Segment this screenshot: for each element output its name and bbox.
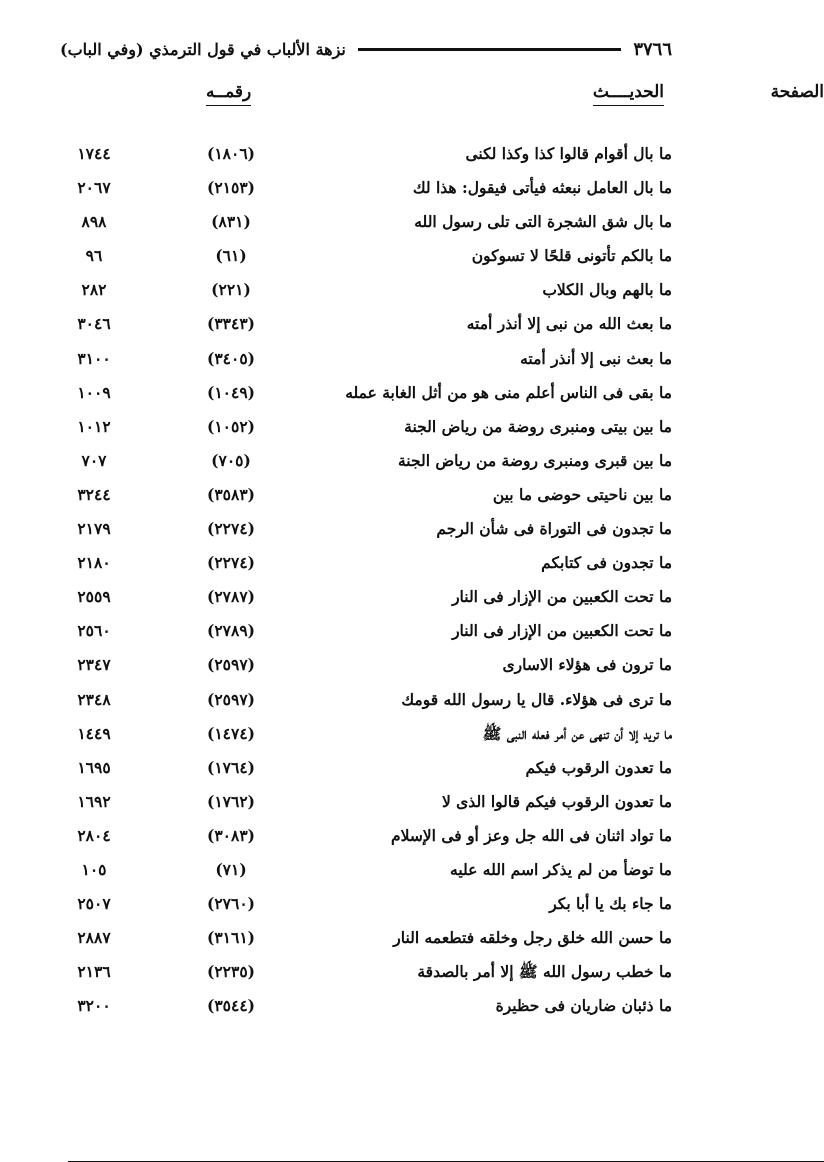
hadith-text: ما تريد إلا أن تنهى عن أمر فعله النبى ﷺ [482,723,672,743]
page-reference: ١٦٩٢ [77,791,111,811]
index-row [60,276,672,310]
hadith-text: ما بال العامل نبعثه فيأتى فيقول: هذا لك [412,178,672,198]
hadith-number: (٧١) [215,859,247,879]
index-row [60,856,672,890]
hadith-text: ما تواد اثنان فى الله جل وعز أو فى الإسلام [390,825,672,845]
index-row [60,447,672,481]
index-row [60,720,672,754]
index-row [60,345,672,379]
hadith-text: ما بين بيتى ومنبرى روضة من رياض الجنة [404,416,672,436]
index-row [60,583,672,617]
hadith-text: ما بال أقوام قالوا كذا وكذا لكنى [465,144,672,163]
hadith-number: (١٠٤٩) [207,382,255,402]
hadith-text: ما ذئبان ضاريان فى حظيرة [495,996,672,1016]
page-reference: ٢٨٨٧ [77,928,111,948]
page-reference: ٢٥٥٩ [77,587,111,607]
page-number: ٣٧٦٦ [633,38,672,60]
hadith-text: ما تعدون الرقوب فيكم قالوا الذى لا [441,791,672,811]
index-row [60,208,672,242]
page-reference: ٧٠٧ [81,450,107,470]
hadith-number: (٧٠٥) [211,450,251,470]
page-reference: ٣٢٤٤ [77,484,111,504]
page-reference: ٢١٨٠ [77,553,111,573]
page-reference: ٨٩٨ [81,212,107,232]
hadith-text: ما تحت الكعبين من الإزار فى النار [452,587,672,607]
page-reference: ٢٥٠٧ [77,894,111,914]
hadith-text: ما بعث نبى إلا أنذر أمته [520,348,672,368]
page-reference: ١٧٤٤ [77,144,111,163]
index-row [60,992,672,1026]
index-row [60,481,672,515]
index-row [60,379,672,413]
hadith-text: ما بال شق الشجرة التى تلى رسول الله [414,212,672,232]
hadith-number: (٢٢٣٥) [207,962,255,982]
hadith-number: (٣١٦١) [207,928,255,948]
hadith-number: (٢٢٧٤) [207,553,255,573]
hadith-number: (٢٥٩٧) [207,655,255,675]
page-reference: ٢٣٤٨ [77,689,111,709]
hadith-number: (٢٢١) [211,280,251,300]
index-row [60,924,672,958]
hadith-text: ما بين ناحيتى حوضى ما بين [492,484,672,504]
hadith-text: ما بعث الله من نبى إلا أنذر أمته [466,314,672,334]
page-reference: ١٠٠٩ [77,382,111,402]
hadith-number: (٦١) [215,246,247,266]
hadith-text: ما بالهم وبال الكلاب [542,280,672,300]
page-reference: ٢٨٢ [81,280,107,300]
index-row [60,515,672,549]
hadith-text: ما بقى فى الناس أعلم منى هو من أثل الغابة عمله [345,382,672,402]
book-title: نزهة الألباب في قول الترمذي (وفي الباب) [60,39,346,59]
page-reference: ٢٣٤٧ [77,655,111,675]
hadith-number: (٣٥٤٤) [207,996,255,1016]
index-list [60,140,672,1026]
hadith-text: ما بين قبرى ومنبرى روضة من رياض الجنة [397,450,672,470]
index-row [60,651,672,685]
hadith-number: (٣٤٠٥) [207,348,255,368]
hadith-number: (٢٢٧٤) [207,519,255,539]
index-row [60,242,672,276]
column-headers [60,82,824,110]
hadith-number: (٢١٥٣) [207,178,255,198]
hadith-number: (١٧٦٢) [207,791,255,811]
column-header-hadith: الحديــــث [593,82,664,106]
hadith-number: (١٤٧٤) [207,723,255,743]
page-reference: ١٠٥ [81,859,107,879]
column-header-number: رقمــه [206,82,251,106]
hadith-number: (٢٥٩٧) [207,689,255,709]
hadith-text: ما تعدون الرقوب فيكم [525,757,672,777]
hadith-number: (٣٥٨٣) [207,484,255,504]
hadith-number: (١٧٦٤) [207,757,255,777]
header-rule [358,48,621,51]
hadith-number: (٢٧٨٩) [207,621,255,641]
index-row [60,822,672,856]
hadith-number: (٣٣٤٣) [207,314,255,334]
page-reference: ٢١٧٩ [77,519,111,539]
index-row [60,549,672,583]
hadith-text: ما توضأ من لم يذكر اسم الله عليه [450,859,672,879]
hadith-text: ما بالكم تأتونى قلحًا لا تسوكون [471,246,672,266]
page-reference: ١٤٤٩ [77,723,111,743]
hadith-text: ما جاء بك يا أبا بكر [549,894,672,914]
page-reference: ١٠١٢ [77,416,111,436]
column-header-page: الصفحة [68,82,824,1162]
index-row [60,958,672,992]
hadith-number: (٨٣١) [211,212,251,232]
page-reference: ٢٥٦٠ [77,621,111,641]
page-reference: ٩٦ [85,246,103,266]
hadith-number: (٢٧٦٠) [207,894,255,914]
index-row [60,310,672,344]
index-row [60,140,672,174]
running-header [60,34,672,64]
page-reference: ٣٠٤٦ [77,314,111,334]
hadith-text: ما ترى فى هؤلاء. قال يا رسول الله قومك [401,689,672,709]
page-reference: ٣٢٠٠ [77,996,111,1016]
index-row [60,413,672,447]
index-row [60,890,672,924]
page-reference: ٢١٣٦ [77,962,111,982]
hadith-number: (٢٧٨٧) [207,587,255,607]
page-reference: ٢٠٦٧ [77,178,111,198]
hadith-text: ما حسن الله خلق رجل وخلقه فتطعمه النار [393,928,672,948]
hadith-text: ما تحت الكعبين من الإزار فى النار [452,621,672,641]
hadith-text: ما ترون فى هؤلاء الاسارى [502,655,672,675]
index-row [60,788,672,822]
index-row [60,174,672,208]
hadith-text: ما خطب رسول الله ﷺ إلا أمر بالصدقة [417,962,672,982]
hadith-number: (١٠٥٢) [207,416,255,436]
hadith-number: (٣٠٨٣) [207,825,255,845]
hadith-text: ما تجدون فى كتابكم [541,553,672,573]
index-row [60,686,672,720]
page-reference: ٣١٠٠ [77,348,111,368]
hadith-text: ما تجدون فى التوراة فى شأن الرجم [436,519,672,539]
page-reference: ١٦٩٥ [77,757,111,777]
index-row [60,754,672,788]
page-reference: ٢٨٠٤ [77,825,111,845]
index-row [60,617,672,651]
hadith-number: (١٨٠٦) [207,144,255,163]
